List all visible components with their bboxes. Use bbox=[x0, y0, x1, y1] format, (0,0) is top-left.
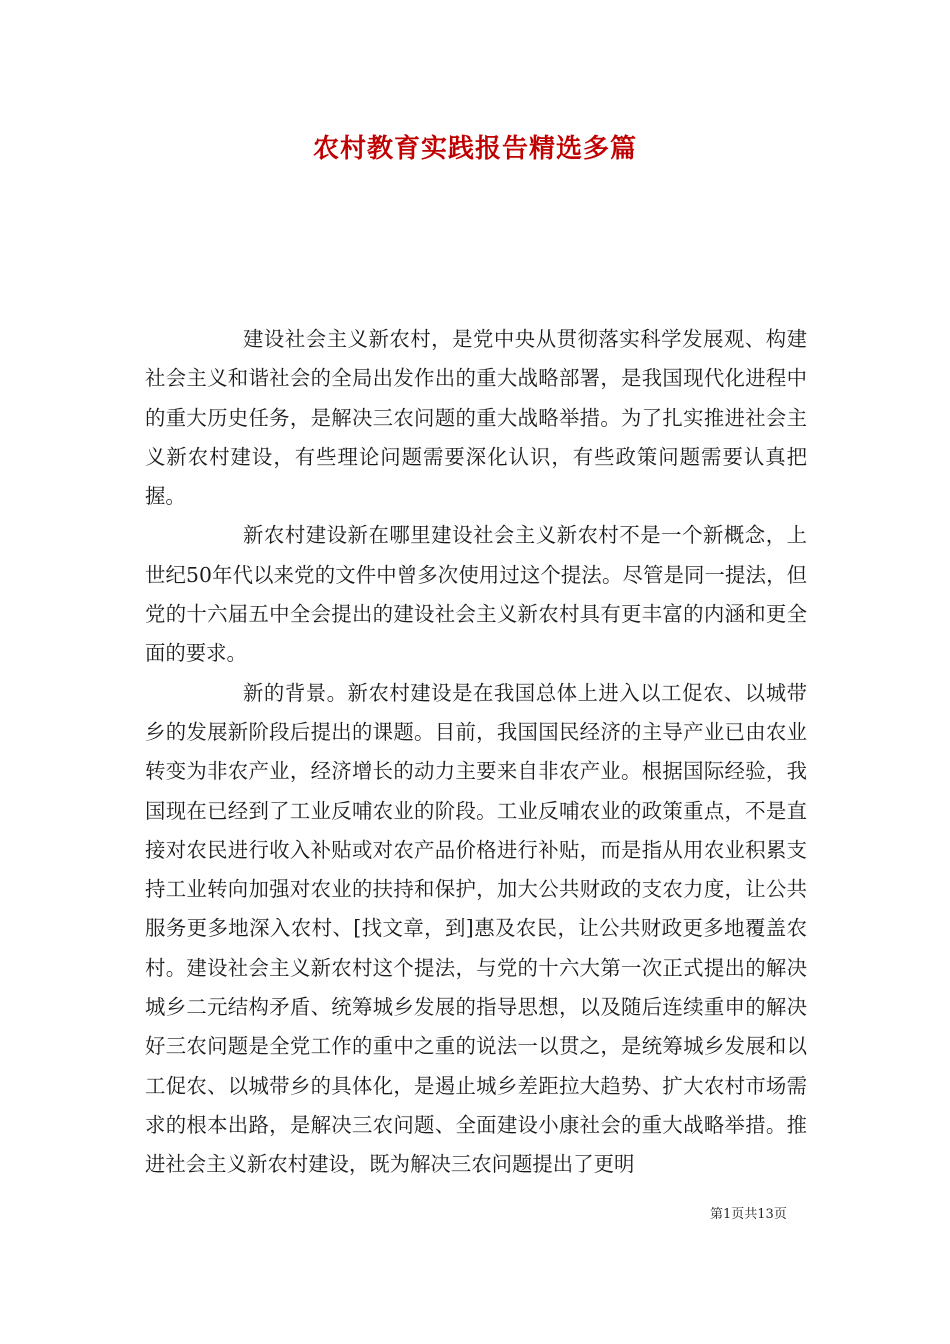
paragraph-2: 新农村建设新在哪里建设社会主义新农村不是一个新概念，上世纪50年代以来党的文件中曾多次使用过这个提法。尽管是同一提法，但党的十六届五中全会提出的建设社会主义新农村具有更丰富的内涵和更全面的要求。 bbox=[145, 523, 807, 666]
document-title: 农村教育实践报告精选多篇 bbox=[312, 134, 637, 164]
document-body bbox=[145, 320, 807, 1185]
paragraph-3: 新的背景。新农村建设是在我国总体上进入以工促农、以城带乡的发展新阶段后提出的课题。目前，我国国民经济的主导产业已由农业转变为非农产业，经济增长的动力主要来自非农产业。根据国际经验，我国现在已经到了工业反哺农业的阶段。工业反哺农业的政策重点，不是直接对农民进行收入补贴或对农产品价格进行补贴，而是指从用农业积累支持工业转向加强对农业的扶持和保护，加大公共财政的支农力度，让公共服务更多地深入农村、[找文章，到]惠及农民，让公共财政更多地覆盖农村。建设社会主义新农村这个提法，与党的十六大第一次正式提出的解决城乡二元结构矛盾、统筹城乡发展的指导思想，以及随后连续重申的解决好三农问题是全党工作的重中之重的说法一以贯之，是统筹城乡发展和以工促农、以城带乡的具体化，是遏止城乡差距拉大趋势、扩大农村市场需求的根本出路，是解决三农问题、全面建设小康社会的重大战略举措。推进社会主义新农村建设，既为解决三农问题提出了更明 bbox=[145, 680, 807, 1177]
paragraph-1: 建设社会主义新农村，是党中央从贯彻落实科学发展观、构建社会主义和谐社会的全局出发作出的重大战略部署，是我国现代化进程中的重大历史任务，是解决三农问题的重大战略举措。为了扎实推进社会主义新农村建设，有些理论问题需要深化认识，有些政策问题需要认真把握。 bbox=[145, 327, 807, 509]
page-number-footer: 第1页共13页 bbox=[710, 1207, 787, 1222]
